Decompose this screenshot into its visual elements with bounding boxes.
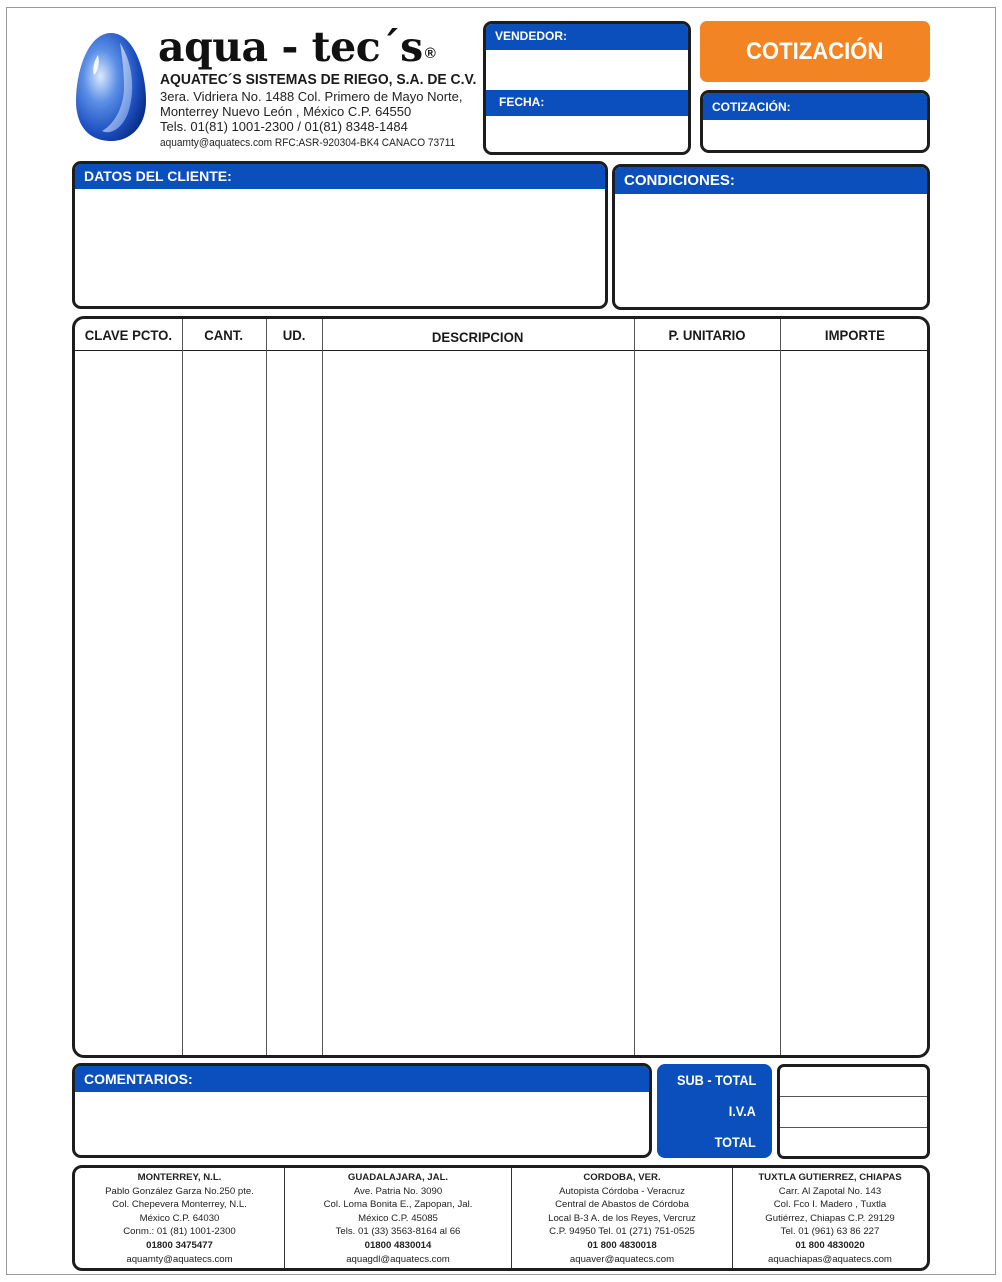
branch-address-line: Autopista Córdoba - Veracruz	[559, 1185, 685, 1197]
branch-city: CORDOBA, VER.	[583, 1172, 661, 1183]
cotizacion-number-label: COTIZACIÓN:	[703, 93, 927, 120]
branch-toll-free: 01800 3475477	[146, 1239, 213, 1251]
cliente-label: DATOS DEL CLIENTE:	[75, 164, 605, 189]
col-header-descripcion: DESCRIPCION	[432, 329, 524, 345]
conditions-box	[612, 164, 930, 310]
iva-label: I.V.A	[728, 1104, 756, 1119]
col-header-cant: CANT.	[204, 327, 244, 343]
seller-date-box	[483, 21, 691, 155]
branch-address-line: Ave. Patria No. 3090	[353, 1185, 443, 1197]
subtotal-label: SUB - TOTAL	[676, 1073, 756, 1088]
column-divider	[322, 319, 323, 1055]
branch-address-line: C.P. 94950 Tel. 01 (271) 751-0525	[549, 1226, 695, 1238]
company-address-line1: 3era. Vidriera No. 1488 Col. Primero de Mayo Norte,	[160, 89, 463, 104]
company-legal-name: AQUATEC´S SISTEMAS DE RIEGO, S.A. DE C.V.	[160, 72, 477, 88]
document-title	[700, 21, 930, 82]
company-address-line2: Monterrey Nuevo León , México C.P. 64550	[160, 104, 412, 119]
document-title-text: COTIZACIÓN	[746, 37, 884, 65]
branch-toll-free: 01 800 4830018	[587, 1239, 657, 1251]
col-header-clave: CLAVE PCTO.	[84, 327, 173, 343]
col-header-ud: UD.	[282, 327, 306, 343]
items-table	[72, 316, 930, 1058]
branch-address-line: Col. Fco I. Madero , Tuxtla	[773, 1199, 887, 1211]
column-divider	[266, 319, 267, 1055]
branch-email: aquachiapas@aquatecs.com	[768, 1253, 892, 1265]
brand-name-text: aqua - tec´s	[158, 23, 423, 71]
branch-email: aquagdl@aquatecs.com	[346, 1253, 450, 1265]
branch-email: aquaver@aquatecs.com	[569, 1253, 675, 1265]
branch-address-line: Local B-3 A. de los Reyes, Vercruz	[548, 1212, 696, 1224]
branch-address-line: Conm.: 01 (81) 1001-2300	[123, 1226, 236, 1238]
table-header-row	[75, 319, 927, 351]
comments-box	[72, 1063, 652, 1158]
registered-mark: ®	[424, 45, 436, 62]
branch-toll-free: 01800 4830014	[364, 1239, 432, 1251]
branch-address-line: México C.P. 64030	[139, 1212, 220, 1224]
branch-cordoba	[512, 1168, 732, 1268]
vendedor-label: VENDEDOR:	[486, 24, 688, 50]
branch-email: aquamty@aquatecs.com	[126, 1253, 233, 1265]
brand-wordmark	[158, 23, 436, 71]
branch-address-line: Gutiérrez, Chiapas C.P. 29129	[765, 1212, 895, 1224]
branch-address-line: Col. Chepevera Monterrey, N.L.	[112, 1199, 247, 1211]
branch-monterrey	[75, 1168, 284, 1268]
col-header-p-unitario: P. UNITARIO	[668, 327, 746, 343]
branch-city: TUXTLA GUTIERREZ, CHIAPAS	[758, 1172, 902, 1183]
branch-city: MONTERREY, N.L.	[137, 1172, 222, 1183]
total-label: TOTAL	[714, 1135, 756, 1150]
water-drop-logo-icon	[74, 31, 148, 143]
branch-address-line: Central de Abastos de Córdoba	[555, 1199, 689, 1211]
branch-guadalajara	[285, 1168, 511, 1268]
branch-address-line: México C.P. 45085	[358, 1212, 438, 1224]
branch-tuxtla	[733, 1168, 927, 1268]
branch-address-line: Pablo González Garza No.250 pte.	[105, 1185, 254, 1197]
totals-values-box	[777, 1064, 930, 1159]
comentarios-label: COMENTARIOS:	[75, 1066, 649, 1092]
col-header-importe: IMPORTE	[825, 327, 885, 343]
column-divider	[780, 319, 781, 1055]
branch-toll-free: 01 800 4830020	[795, 1239, 865, 1251]
column-divider	[182, 319, 183, 1055]
fecha-label: FECHA:	[486, 90, 688, 116]
branch-address-line: Col. Loma Bonita E., Zapopan, Jal.	[323, 1199, 473, 1211]
branch-city: GUADALAJARA, JAL.	[347, 1172, 449, 1183]
branch-address-line: Tels. 01 (33) 3563-8164 al 66	[335, 1226, 461, 1238]
totals-row-divider	[780, 1096, 927, 1097]
condiciones-label: CONDICIONES:	[615, 167, 927, 194]
totals-row-divider	[780, 1127, 927, 1128]
quote-number-box	[700, 90, 930, 153]
column-divider	[634, 319, 635, 1055]
client-data-box	[72, 161, 608, 309]
company-email-rfc: aquamty@aquatecs.com RFC:ASR-920304-BK4 CANACO 73711	[160, 137, 456, 149]
company-phones: Tels. 01(81) 1001-2300 / 01(81) 8348-1484	[160, 119, 408, 134]
branch-address-line: Tel. 01 (961) 63 86 227	[780, 1226, 880, 1238]
branch-address-line: Carr. Al Zapotal No. 143	[778, 1185, 882, 1197]
branch-offices-footer	[72, 1165, 930, 1271]
totals-labels-panel	[657, 1064, 772, 1158]
